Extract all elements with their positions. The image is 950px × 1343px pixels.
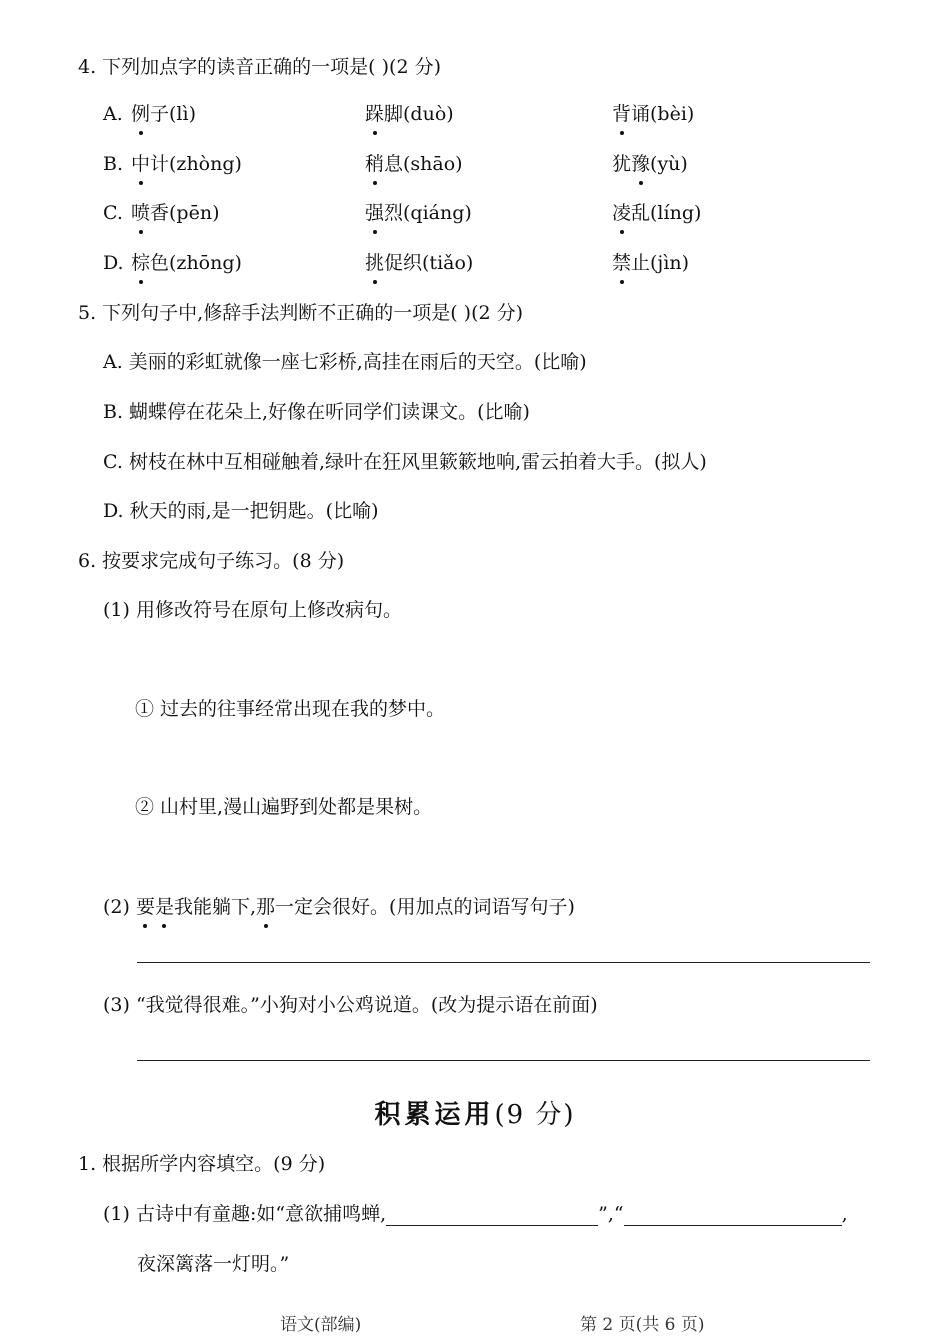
q4-option-word: 棕色(zhōng) <box>131 252 242 274</box>
dotted-character: 中 <box>131 153 151 175</box>
dotted-character: 棕 <box>131 252 151 274</box>
section-heading <box>0 1094 950 1131</box>
q4-option-word: 挑促织(tiǎo) <box>365 252 474 274</box>
dotted-character: 喷 <box>131 202 151 224</box>
q4-option-letter: A. <box>103 103 123 125</box>
q5-option-a: A. 美丽的彩虹就像一座七彩桥,高挂在雨后的天空。(比喻) <box>103 351 587 373</box>
q1-blank-1[interactable] <box>386 1225 598 1226</box>
q4-option-word: 禁止(jìn) <box>612 252 690 274</box>
q6-sentence-2: ② 山村里,漫山遍野到处都是果树。 <box>135 796 433 818</box>
footer-left: 语文(部编) <box>280 1315 362 1335</box>
q4-option-word: 跺脚(duò) <box>365 103 454 125</box>
q4-option-word: 喷香(pēn) <box>131 202 220 224</box>
q1-sub1: (1) 古诗中有童趣:如“意欲捕鸣蝉, ”,“ , <box>103 1203 848 1225</box>
q1-blank-2[interactable] <box>624 1225 842 1226</box>
q6-sub2-answer-line[interactable] <box>137 962 870 963</box>
q6-sub2-dotted-1: 要 <box>135 896 155 918</box>
dotted-character: 背 <box>612 103 632 125</box>
q6-sub1: (1) 用修改符号在原句上修改病句。 <box>103 599 402 621</box>
dotted-character: 强 <box>365 202 385 224</box>
dotted-character: 凌 <box>612 202 632 224</box>
q4-option-word: 背诵(bèi) <box>612 103 695 125</box>
q4-option-letter: B. <box>103 153 124 175</box>
q1-sub1-line2: 夜深篱落一灯明。” <box>137 1253 290 1275</box>
q5-option-c: C. 树枝在林中互相碰触着,绿叶在狂风里簌簌地响,雷云拍着大手。(拟人) <box>103 451 707 473</box>
dotted-character: 禁 <box>612 252 632 274</box>
q5-stem: 5. 下列句子中,修辞手法判断不正确的一项是( )(2 分) <box>78 302 524 324</box>
q6-sub2-dotted-2: 是 <box>154 896 174 918</box>
section-score: (9 分) <box>494 1100 576 1130</box>
dotted-character: 挑 <box>365 252 385 274</box>
q5-option-b: B. 蝴蝶停在花朵上,好像在听同学们读课文。(比喻) <box>103 401 530 423</box>
dotted-character: 例 <box>131 103 151 125</box>
q6-stem: 6. 按要求完成句子练习。(8 分) <box>78 550 345 572</box>
section-title: 积累运用 <box>374 1100 495 1130</box>
q4-option-word: 例子(lì) <box>131 103 196 125</box>
q4-option-word: 犹豫(yù) <box>612 153 688 175</box>
q6-sentence-1: ① 过去的往事经常出现在我的梦中。 <box>135 698 446 720</box>
footer-page-number: 第 2 页(共 6 页) <box>580 1315 705 1335</box>
q1-stem: 1. 根据所学内容填空。(9 分) <box>78 1153 326 1175</box>
q4-option-word: 稍息(shāo) <box>365 153 463 175</box>
dotted-character: 稍 <box>365 153 385 175</box>
q6-sub3: (3) “我觉得很难。”小狗对小公鸡说道。(改为提示语在前面) <box>103 994 598 1016</box>
q6-sub2-dotted-3: 那 <box>256 896 276 918</box>
dotted-character: 跺 <box>365 103 385 125</box>
dotted-character: 豫 <box>631 153 651 175</box>
q4-stem: 4. 下列加点字的读音正确的一项是( )(2 分) <box>78 56 441 78</box>
q4-option-letter: C. <box>103 202 123 224</box>
q4-option-letter: D. <box>103 252 124 274</box>
q4-option-word: 中计(zhòng) <box>131 153 242 175</box>
q5-option-d: D. 秋天的雨,是一把钥匙。(比喻) <box>103 500 379 522</box>
q6-sub3-answer-line[interactable] <box>137 1060 870 1061</box>
q4-option-word: 凌乱(líng) <box>612 202 702 224</box>
q6-sub2: (2) 要是我能躺下,那一定会很好。(用加点的词语写句子) <box>103 896 575 918</box>
q4-option-word: 强烈(qiáng) <box>365 202 472 224</box>
